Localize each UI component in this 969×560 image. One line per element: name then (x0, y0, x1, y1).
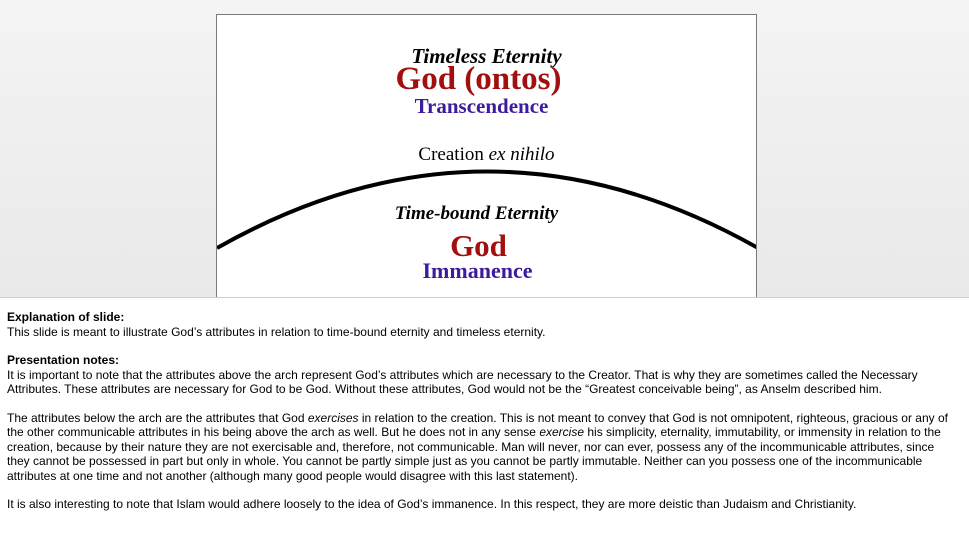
presentation-notes-heading: Presentation notes: (7, 353, 120, 367)
speaker-notes-pane[interactable] (0, 297, 969, 560)
notes-paragraph-2 (7, 411, 951, 484)
notes-paragraph-2-part-b: in relation to the creation. This is not meant to convey that God is not omnipotent, righteous, gracious or any of the other communicable attributes in his being above the arch as well. But he does not in any sense (7, 410, 948, 439)
notes-paragraph-3: It is also interesting to note that Islam would adhere loosely to the idea of God’s immanence. In this respect, they are more deistic than Judaism and Christianity. (7, 497, 857, 511)
explanation-heading: Explanation of slide: (7, 310, 125, 324)
notes-paragraph-2-part-a: The attributes below the arch are the attributes that God (7, 410, 308, 425)
transcendence-label: Transcendence (414, 94, 549, 118)
immanence-label: Immanence (422, 258, 533, 283)
god-ontos-label: God (ontos) (395, 61, 562, 97)
notes-paragraph-2-emphasis-1: exercises (307, 410, 359, 425)
slide-canvas[interactable] (216, 14, 757, 297)
god-label: God (450, 228, 507, 263)
timeless-eternity-title: Timeless Eternity (411, 44, 562, 68)
explanation-section (7, 310, 951, 339)
explanation-text: This slide is meant to illustrate God’s attributes in relation to time-bound eternity and timeless eternity. (7, 324, 546, 339)
presentation-notes-section (7, 353, 951, 397)
notes-paragraph-2-part-c: his simplicity, eternality, immutability, or immensity in relation to the creation, because by their nature they are not exercisable and, therefore, not communicable. Man will never, nor can ever, possess any of the incommunicable attributes, since they cannot be possessed in part but only in whole. You cannot be partly simple just as you cannot be partly immutable. Neither can you possess one of the incommunicable attributes at one time and not another (although many good people would disagree with this last statement). (7, 425, 941, 483)
notes-paragraph-2-emphasis-2: exercise (539, 425, 585, 439)
creation-label (217, 144, 756, 166)
creation-latin: ex nihilo (488, 144, 555, 165)
creation-word: Creation (418, 144, 484, 165)
time-bound-eternity-title: Time-bound Eternity (394, 203, 559, 224)
notes-paragraph-1: It is important to note that the attributes above the arch represent God’s attributes which are necessary to the Creator. That is why they are sometimes called the Necessary Attributes. These attributes are necessary for God to be God. Without these attributes, God would not be the “Greatest conceivable being”, as Anselm described him. (7, 367, 918, 396)
